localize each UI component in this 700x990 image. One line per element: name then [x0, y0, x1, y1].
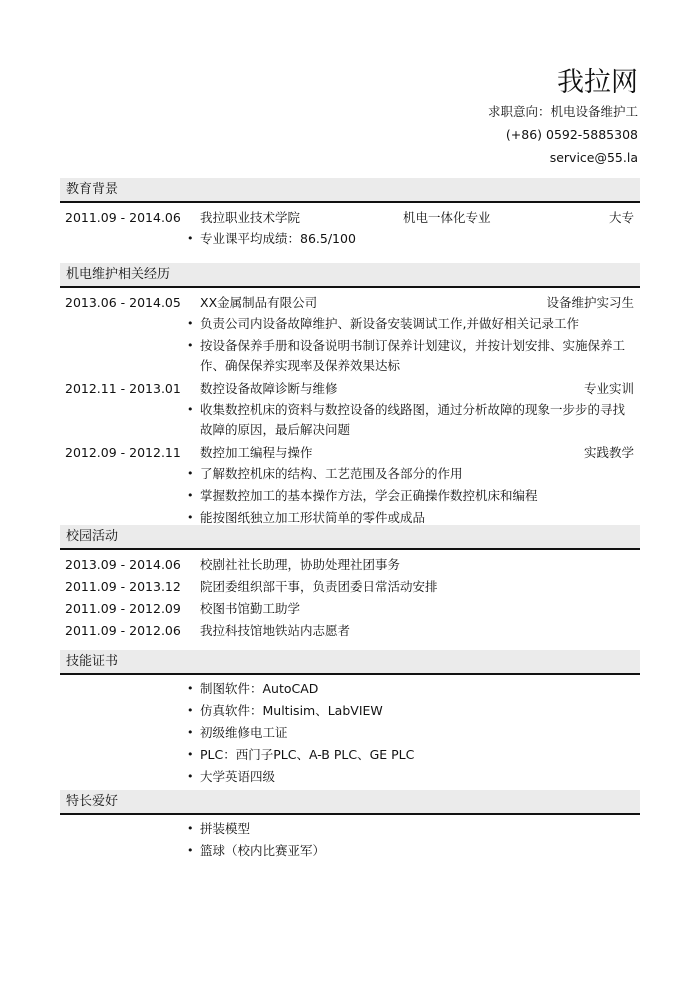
list-item: • 掌握数控加工的基本操作方法，学会正确操作数控机床和编程: [60, 486, 640, 506]
experience-role: 设备维护实习生: [546, 295, 634, 310]
campus-section: [60, 525, 640, 642]
bullet-icon: •: [187, 682, 194, 695]
campus-date: 2011.09 - 2012.09: [65, 601, 181, 616]
list-item: • 按设备保养手册和设备说明书制订保养计划建议，并按计划安排、实施保养工作、确保保养实现率及保养效果达标: [187, 338, 626, 373]
campus-title: 校园活动: [60, 525, 640, 550]
list-item: • PLC：西门子PLC、A-B PLC、GE PLC: [60, 745, 640, 765]
bullet-icon: •: [187, 467, 194, 480]
bullet-icon: •: [187, 726, 194, 739]
skills-title: 技能证书: [60, 650, 640, 675]
experience-org: 数控加工编程与操作: [200, 445, 313, 460]
bullet-icon: •: [187, 339, 194, 352]
major-name: 机电一体化专业: [403, 210, 491, 225]
experience-row: [60, 378, 640, 400]
experience-section: [60, 263, 640, 530]
experience-role: 专业实训: [583, 381, 634, 396]
bullet-icon: •: [187, 748, 194, 761]
list-item: • 负责公司内设备故障维护、新设备安装调试工作,并做好相关记录工作: [60, 314, 640, 334]
experience-org: XX金属制品有限公司: [200, 295, 318, 310]
campus-date: 2013.09 - 2014.06: [65, 557, 181, 572]
list-item: • 初级维修电工证: [60, 723, 640, 743]
experience-row: [60, 442, 640, 464]
school-name: 我拉职业技术学院: [200, 210, 301, 225]
campus-activity: 我拉科技馆地铁站内志愿者: [200, 623, 351, 638]
bullet-icon: •: [187, 232, 194, 245]
education-section: [60, 178, 640, 251]
candidate-name: 我拉网: [557, 67, 638, 98]
list-item: • 能按图纸独立加工形状简单的零件或成品: [60, 508, 640, 528]
campus-activity: 校剧社社长助理，协助处理社团事务: [200, 557, 401, 572]
experience-date: 2012.09 - 2012.11: [65, 445, 181, 460]
campus-date: 2011.09 - 2012.06: [65, 623, 181, 638]
list-item: • 制图软件：AutoCAD: [60, 679, 640, 699]
bullet-icon: •: [187, 822, 194, 835]
phone-number: (+86) 0592-5885308: [505, 127, 638, 142]
skills-section: [60, 650, 640, 789]
campus-date: 2011.09 - 2013.12: [65, 579, 181, 594]
bullet-icon: •: [187, 489, 194, 502]
experience-role: 实践教学: [583, 445, 634, 460]
bullet-icon: •: [187, 317, 194, 330]
campus-row: [60, 598, 640, 620]
education-title: 教育背景: [60, 178, 640, 203]
campus-row: [60, 620, 640, 642]
bullet-icon: •: [187, 844, 194, 857]
list-item: • 篮球（校内比赛亚军）: [60, 841, 640, 861]
resume-header: [488, 66, 638, 169]
bullet-icon: •: [187, 511, 194, 524]
experience-org: 数控设备故障诊断与维修: [200, 381, 338, 396]
education-date: 2011.09 - 2014.06: [65, 210, 181, 225]
bullet-icon: •: [187, 403, 194, 416]
campus-activity: 院团委组织部干事，负责团委日常活动安排: [200, 579, 438, 594]
campus-row: [60, 576, 640, 598]
education-row: [60, 207, 640, 229]
experience-title: 机电维护相关经历: [60, 263, 640, 288]
list-item: • 拼装模型: [60, 819, 640, 839]
job-objective: 求职意向：机电设备维护工: [487, 104, 638, 119]
list-item: • 专业课平均成绩：86.5/100: [60, 229, 640, 249]
bullet-icon: •: [187, 704, 194, 717]
hobbies-title: 特长爱好: [60, 790, 640, 815]
hobbies-section: [60, 790, 640, 863]
list-item: • 收集数控机床的资料与数控设备的线路图，通过分析故障的现象一步步的寻找故障的原因，最后解决问题: [187, 402, 626, 437]
list-item: • 大学英语四级: [60, 767, 640, 787]
experience-date: 2012.11 - 2013.01: [65, 381, 181, 396]
campus-row: [60, 554, 640, 576]
email-address: service@55.la: [549, 150, 638, 165]
experience-row: [60, 292, 640, 314]
list-item: • 仿真软件：Multisim、LabVIEW: [60, 701, 640, 721]
experience-date: 2013.06 - 2014.05: [65, 295, 181, 310]
list-item: • 了解数控机床的结构、工艺范围及各部分的作用: [60, 464, 640, 484]
bullet-icon: •: [187, 770, 194, 783]
campus-activity: 校图书馆勤工助学: [200, 601, 301, 616]
degree: 大专: [608, 210, 634, 225]
